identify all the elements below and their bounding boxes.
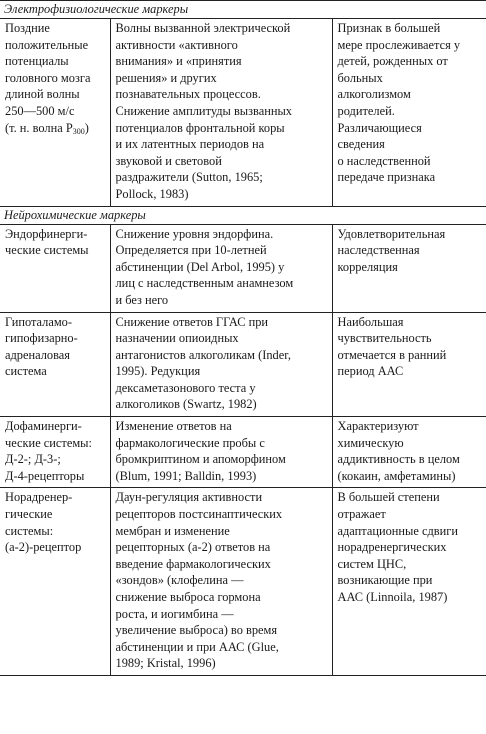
table-row [0,488,486,676]
changes-line: Изменение ответов на [115,419,232,434]
note-cell [332,19,486,207]
marker-line: головного мозга [5,70,91,85]
marker-line: длиной волны [5,87,80,102]
note-line: адаптационные сдвиги [337,523,458,538]
changes-line: фармакологические пробы с [115,435,265,450]
note-line: систем ЦНС, [337,556,407,571]
note-line: (кокаин, амфетамины) [337,468,456,483]
note-cell [332,488,486,676]
marker-line-with-subscript [5,120,106,137]
changes-line: антагонистов алкоголикам (Inder, [115,347,291,362]
note-line: ААС (Linnoila, 1987) [337,590,448,604]
changes-line: активности «активного [115,37,238,52]
changes-line: и без него [115,292,169,307]
table-row [0,19,486,207]
note-line: отмечается в ранний [337,347,447,362]
marker-cell [0,312,110,417]
note-line: корреляция [337,259,398,274]
note-line: больных [337,70,383,85]
marker-line: гические [5,507,53,522]
changes-line: роста, и иогимбина — [115,606,234,621]
marker-line: (а-2)-рецептор [5,540,82,555]
table-row [0,312,486,417]
note-line: Наибольшая [337,314,404,329]
changes-line: мембран и изменение [115,523,230,538]
changes-line: познавательных процессов. [115,87,261,102]
changes-line: рецепторов постсинаптических [115,507,283,522]
note-line: возникающие при [337,573,433,588]
changes-cell [110,312,332,417]
changes-line: 1989; Kristal, 1996) [115,656,216,671]
marker-line: Дофаминерги- [5,419,82,434]
changes-line: звуковой и световой [115,153,222,168]
note-line: передаче признака [337,170,436,185]
marker-line: ческие системы [5,243,89,258]
changes-line: бромкриптином и апоморфином [115,452,286,467]
marker-line: 250—500 м/с [5,103,75,118]
section-header-neurochemical [0,206,486,224]
note-line: аддиктивность в целом [337,452,460,467]
table-row [0,224,486,312]
marker-line: ческие системы: [5,435,92,450]
changes-line: рецепторных (а-2) ответов на [115,540,271,555]
marker-line: Норадренер- [5,490,73,505]
marker-line: положительные [5,37,89,52]
changes-line: и их латентных периодов на [115,137,265,152]
changes-line: снижение выброса гормона [115,590,261,604]
section-title: Нейрохимические маркеры [0,206,486,224]
note-line: о наследственной [337,153,431,168]
changes-line: Волны вызванной электрической [115,21,291,35]
changes-line: 1995). Редукция [115,364,201,379]
changes-line: Снижение амплитуды вызванных [115,103,292,118]
changes-line: алкоголиков (Swartz, 1982) [115,397,257,412]
changes-line: раздражители (Sutton, 1965; [115,170,263,185]
marker-line: Эндорфинерги- [5,226,88,241]
note-cell [332,312,486,417]
changes-line: дексаметазонового теста у [115,380,256,395]
marker-cell [0,19,110,207]
note-line: норадренергических [337,540,447,555]
changes-line: Определяется при 10-летней [115,243,267,258]
note-cell [332,417,486,488]
marker-line: Д-4-рецепторы [5,468,85,483]
note-line: алкоголизмом [337,87,411,102]
changes-cell [110,417,332,488]
changes-line: Даун-регуляция активности [115,490,263,505]
marker-cell [0,488,110,676]
note-line: родителей. [337,103,395,118]
changes-cell [110,19,332,207]
changes-line: лиц с наследственным анамнезом [115,276,294,291]
changes-line: введение фармакологических [115,556,271,571]
marker-line: гипофизарно- [5,331,78,346]
changes-line: внимания» и «принятия [115,54,242,69]
marker-line: Д-2-; Д-3-; [5,452,61,467]
note-line: химическую [337,435,404,450]
marker-line: система [5,364,47,379]
note-line: В большей степени [337,490,440,505]
changes-line: (Blum, 1991; Balldin, 1993) [115,468,257,483]
changes-line: решения» и других [115,70,217,85]
changes-line: Снижение уровня эндорфина. [115,226,274,241]
note-line: сведения [337,137,385,152]
marker-line-tail: ) [84,120,89,135]
note-line: Различающиеся [337,120,422,135]
changes-line: Снижение ответов ГГАС при [115,314,269,329]
note-line: детей, рожденных от [337,54,448,69]
table-row [0,417,486,488]
changes-cell [110,224,332,312]
note-line: Признак в большей [337,21,441,35]
marker-line: системы: [5,523,54,538]
changes-line: «зондов» (клофелина — [115,573,244,588]
changes-line: Pollock, 1983) [115,186,189,201]
changes-cell [110,488,332,676]
note-line: чувствительность [337,331,432,346]
note-cell [332,224,486,312]
marker-cell [0,417,110,488]
marker-line: адреналовая [5,347,71,362]
note-line: Характеризуют [337,419,419,434]
changes-line: назначении опиоидных [115,331,239,346]
section-title: Электрофизиологические маркеры [0,1,486,19]
section-header-electrophysiological [0,1,486,19]
note-line: мере прослеживается у [337,37,461,52]
note-line: период ААС [337,364,404,379]
changes-line: абстиненции (Del Arbol, 1995) у [115,259,285,274]
note-line: отражает [337,507,386,522]
changes-line: абстиненции и при ААС (Glue, [115,639,279,654]
marker-line: Поздние [5,21,50,35]
marker-cell [0,224,110,312]
marker-line: потенциалы [5,54,69,69]
wave-subscript: 300 [72,126,85,136]
marker-line-text: (т. н. волна P [5,120,73,135]
changes-line: потенциалов фронтальной коры [115,120,285,135]
note-line: наследственная [337,243,420,258]
note-line: Удовлетворительная [337,226,446,241]
marker-line: Гипоталамо- [5,314,73,329]
changes-line: увеличение выброса) во время [115,623,278,638]
